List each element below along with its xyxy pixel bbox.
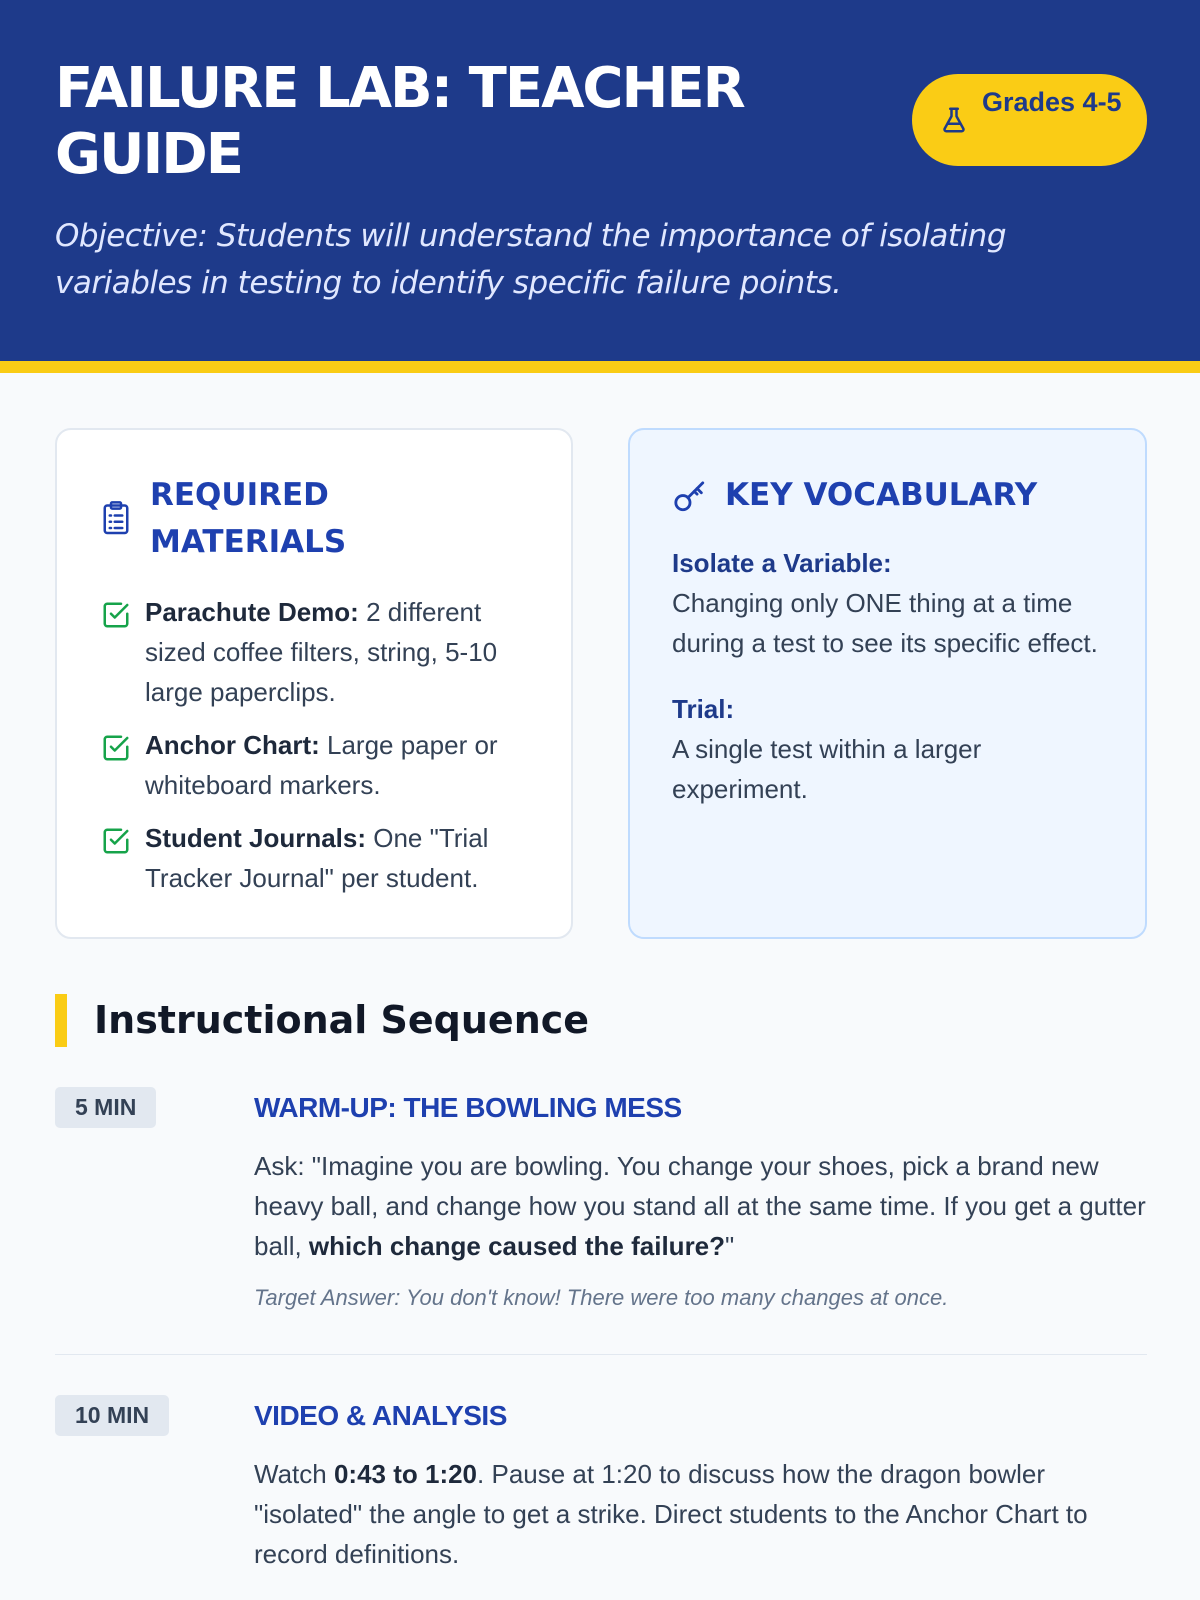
materials-item-text: Large paper or whiteboard markers. <box>145 730 498 800</box>
step-note: Target Answer: You don't know! There were too many changes at once. <box>254 1285 949 1310</box>
time-badge: 10 MIN <box>55 1395 169 1436</box>
step-body-emphasis: which change caused the failure? <box>308 1231 726 1261</box>
step-title: WARM-UP: THE BOWLING MESS <box>254 1092 682 1123</box>
step-body-text: Ask: "Imagine you are bowling. You change your shoes, pick a brand new heavy ball, and change how you stand all at the same time. If you get a gutter ball, <box>254 1151 1146 1261</box>
checkbox-checked-icon <box>101 826 131 856</box>
vocabulary-term: Trial: <box>672 694 735 724</box>
vocabulary-heading: KEY VOCABULARY <box>725 477 1038 513</box>
materials-item-text: 2 different sized coffee filters, string, 5-10 large paperclips. <box>145 597 498 707</box>
step-title: VIDEO & ANALYSIS <box>254 1400 507 1431</box>
materials-item <box>101 592 541 712</box>
materials-item-label: Anchor Chart: <box>145 730 320 760</box>
step-body-text: " <box>725 1231 735 1261</box>
grade-badge-label: Grades 4-5 <box>982 87 1122 117</box>
page-title: FAILURE LAB: TEACHER GUIDE <box>55 56 744 187</box>
step-body-text: . Pause at 1:20 to discuss how the dragon bowler "isolated" the angle to get a strike. Direct students to the Anchor Chart to record definitions. <box>254 1459 1088 1569</box>
step-divider <box>55 1354 1147 1355</box>
flask-icon <box>939 104 969 136</box>
materials-card <box>55 428 573 939</box>
materials-heading: REQUIRED MATERIALS <box>150 477 347 560</box>
step-body-emphasis: 0:43 to 1:20 <box>333 1459 478 1489</box>
materials-item-label: Student Journals: <box>145 823 367 853</box>
vocabulary-term: Isolate a Variable: <box>672 548 892 578</box>
vocabulary-card <box>628 428 1147 939</box>
step-body <box>254 1146 1147 1266</box>
checkbox-checked-icon <box>101 600 131 630</box>
vocabulary-definition: A single test within a larger experiment. <box>672 734 982 804</box>
materials-item <box>101 818 541 898</box>
materials-item-label: Parachute Demo: <box>145 597 359 627</box>
vocabulary-list <box>672 543 1112 835</box>
checkbox-checked-icon <box>101 733 131 763</box>
key-icon <box>672 480 708 514</box>
time-badge: 5 MIN <box>55 1087 156 1128</box>
vocabulary-definition: Changing only ONE thing at a time during a test to see its specific effect. <box>672 588 1098 658</box>
materials-item-text: One "Trial Tracker Journal" per student. <box>145 823 489 893</box>
materials-list <box>101 592 541 911</box>
grade-badge <box>912 74 1147 166</box>
step-body-text: Watch <box>254 1459 334 1489</box>
section-title: Instructional Sequence <box>94 998 590 1042</box>
page-header <box>0 0 1200 373</box>
objective-text: Objective: Students will understand the importance of isolating variables in testing to identify specific failure points. <box>55 218 1007 301</box>
materials-item <box>101 725 541 805</box>
section-accent-bar <box>55 994 67 1047</box>
step-body <box>254 1454 1147 1574</box>
clipboard-icon <box>101 500 131 536</box>
